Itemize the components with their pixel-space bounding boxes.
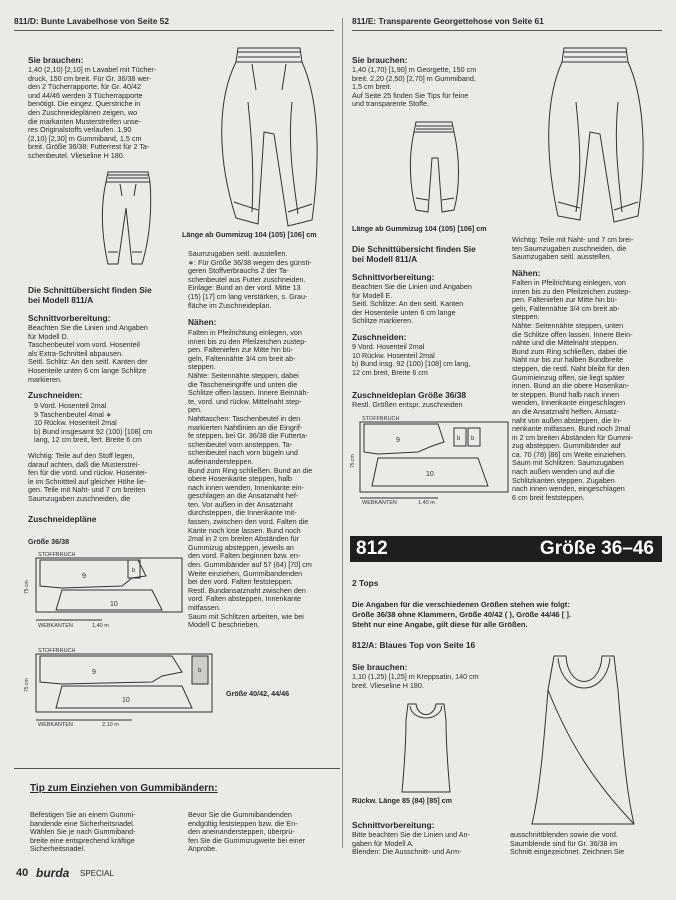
piece-b: b bbox=[457, 436, 461, 442]
cutting-plan-40-46-811d bbox=[22, 642, 222, 728]
text-line: 9 Taschenbeutel 4mal ∗ bbox=[34, 409, 112, 419]
piece-10: 10 bbox=[110, 601, 118, 608]
text-line: vord. Falten absteppen, Innenkante bbox=[188, 594, 302, 604]
text-line: ca. 70 (78) [86] cm Weite einziehen. bbox=[512, 449, 627, 459]
text-line: der Hosenteile unten 6 cm lange bbox=[352, 307, 456, 317]
text-line: und transparente Stoffe. bbox=[352, 99, 429, 109]
prep-text-811e bbox=[352, 283, 502, 326]
text-line: Saum mit Schlitzen arbeiten, wie bei bbox=[188, 611, 304, 621]
overview-line2-811e: bei Modell 811/A bbox=[352, 254, 418, 264]
materials-title-811d: Sie brauchen: bbox=[28, 55, 84, 65]
text-line: Hosenteile unten 6 cm lange Schlitze bbox=[28, 365, 147, 375]
text-line: die markanten Musterstreifen unse- bbox=[28, 116, 142, 126]
text-line: Auf Seite 25 finden Sie Tips für feine bbox=[352, 90, 469, 100]
text-line: nach innen wenden, eingeschlagen bbox=[512, 484, 625, 494]
important-text-811e bbox=[512, 236, 662, 262]
prep-title-811e: Schnittvorbereitung: bbox=[352, 272, 435, 282]
width-label: 75 cm bbox=[24, 678, 30, 692]
important-text-811d bbox=[28, 452, 180, 504]
text-line: innen bis zu den Pfeilzeichen zustep- bbox=[188, 336, 307, 346]
text-line: 1,5 cm breit. bbox=[352, 82, 392, 92]
text-line: Nahttaschen: Taschenbeutel in den bbox=[188, 413, 301, 423]
text-line: geren Stoffverbrauchs 2 der Ta- bbox=[188, 266, 289, 276]
text-line: 6 cm breit feststeppen. bbox=[512, 492, 585, 502]
text-line: aufeinandersteppen. bbox=[188, 456, 254, 466]
piece-10: 10 bbox=[426, 471, 434, 478]
cut-text-811e bbox=[352, 343, 502, 377]
brand-suffix: SPECIAL bbox=[80, 869, 114, 878]
prep-title-811d: Schnittvorbereitung: bbox=[28, 313, 111, 323]
text-line: nach innen wenden, Innenkante ein- bbox=[188, 482, 304, 492]
text-line: markierten Nahtlinien an die Eingrif- bbox=[188, 422, 303, 432]
text-line: Gummizug absteppen, jeweils an bbox=[188, 542, 294, 552]
text-line: pen. Falteniefen zur Mitte hin bü- bbox=[188, 345, 294, 355]
text-line: (2,10) [2,30] m Gummiband, 1,5 cm bbox=[28, 133, 142, 143]
sizes-note-812 bbox=[352, 600, 664, 629]
text-line: steppen. bbox=[188, 362, 216, 372]
piece-9: 9 bbox=[396, 437, 400, 444]
size-label-36-38: Größe 36/38 bbox=[28, 537, 70, 546]
prep-text-811d bbox=[28, 324, 178, 384]
piece-9: 9 bbox=[82, 573, 86, 580]
text-line: markieren. bbox=[28, 374, 62, 384]
text-line: Naht nur bis zur halben Bundbreite bbox=[512, 355, 624, 365]
figure-caption-811d: Länge ab Gummizug 104 (105) [106] cm bbox=[182, 230, 317, 239]
text-line: Schnitt eingezeichnet. Zeichnen Sie bbox=[510, 847, 625, 857]
webkanten-label: WEBKANTEN bbox=[362, 500, 397, 504]
text-line: Falten in Pfeilrichtung einlegen, von bbox=[188, 328, 302, 337]
text-line: schenbeutel. Vlieseline H 180. bbox=[28, 150, 125, 160]
text-line: 10 Rückw. Hosenteil 2mal bbox=[34, 418, 117, 428]
sew-title-811d: Nähen: bbox=[188, 317, 217, 327]
text-line: Saumzugaben seitl. ausstellen. bbox=[188, 249, 288, 258]
text-line: in 2 cm breiten Abständen für Gummi- bbox=[512, 432, 634, 442]
size-label-40-46: Größe 40/42, 44/46 bbox=[226, 689, 290, 698]
text-line: ten Saumzugaben zuschneiden, die bbox=[512, 243, 627, 253]
piece-9: 9 bbox=[92, 669, 96, 676]
text-line: fe steppen, bei Gr. 36/38 die Futterta- bbox=[188, 431, 308, 441]
stoffbruch-label: STOFFBRUCH bbox=[38, 552, 76, 558]
text-line: Bund zum Ring schließen, dabei die bbox=[512, 346, 628, 356]
text-line: Weite einziehen, Gummibandenden bbox=[188, 568, 303, 578]
brand-logo: burda bbox=[36, 866, 70, 880]
figure-caption-811e: Länge ab Gummizug 104 (105) [106] cm bbox=[352, 224, 487, 233]
text-line: te steppen. Bund halb nach innen bbox=[512, 389, 620, 399]
text-line: Bitte beachten Sie die Linien und An- bbox=[352, 830, 470, 839]
piece-b: b bbox=[471, 436, 475, 442]
text-line: te, vord. und rückw. Mittelnaht step- bbox=[188, 396, 302, 406]
header-rule bbox=[352, 30, 662, 31]
figure-caption-812a: Rückw. Länge 85 (84) [85] cm bbox=[352, 796, 452, 805]
text-line: Schlitze markieren. bbox=[352, 316, 414, 326]
text-line: druck, 150 cm breit. Für Gr. 36/38 wer- bbox=[28, 73, 152, 83]
cutting-plan-36-38-811d bbox=[22, 546, 192, 630]
tip-col2 bbox=[188, 811, 338, 854]
text-line: geln, Faltennähte 3/4 cm breit ab- bbox=[512, 303, 620, 313]
width-label: 75 cm bbox=[350, 454, 356, 468]
overview-line1-811d: Die Schnittübersicht finden Sie bbox=[28, 285, 152, 295]
piece-b: b bbox=[132, 568, 136, 574]
text-line: den. Gummibänder auf 57 (64) [70] cm bbox=[188, 560, 312, 570]
text-line: Nähte: Seitennähte steppen, dabei bbox=[188, 370, 299, 380]
materials-text-812a bbox=[352, 673, 517, 690]
text-line: Beachten Sie die Linien und Angaben bbox=[352, 282, 472, 291]
header-812a: 812/A: Blaues Top von Seite 16 bbox=[352, 640, 476, 650]
pants-figure-large-811e bbox=[536, 42, 654, 227]
text-line: le im Schnittteil auf gleicher Höhe lie- bbox=[28, 476, 147, 486]
text-line: steppen, die restl. Naht bleibt für den bbox=[512, 363, 630, 373]
text-line: steppen. bbox=[512, 312, 540, 322]
materials-title-811e: Sie brauchen: bbox=[352, 55, 408, 65]
text-line: gaben für Modell A. bbox=[352, 838, 414, 848]
sew-text-811d bbox=[188, 329, 338, 630]
text-line: Wählen Sie je nach Gummiband- bbox=[30, 827, 136, 837]
text-line: nenkante mitfassen. Bund noch 2mal bbox=[512, 424, 631, 434]
text-line: Restl. Bundansatznaht zwischen den bbox=[188, 585, 306, 595]
text-line: ten. Vor außen in der Ansatznaht bbox=[188, 499, 293, 509]
text-line: gen. Teile mit Naht- und 7 cm breiten bbox=[28, 485, 146, 495]
text-line: Saum mit Schlitzen: Saumzugaben bbox=[512, 458, 624, 468]
text-line: und 44/46 werden 3 Tücherrapporte bbox=[28, 90, 143, 100]
overview-line2-811d: bei Modell 811/A bbox=[28, 295, 94, 305]
text-line: Befestigen Sie an einem Gummi- bbox=[30, 810, 136, 819]
column-divider bbox=[342, 18, 343, 848]
text-line: Sicherheitsnadel. bbox=[30, 844, 86, 854]
text-line: Wichtig: Teile auf den Stoff legen, bbox=[28, 451, 135, 460]
plan-title-811e: Zuschneideplan Größe 36/38 bbox=[352, 390, 467, 400]
sew-title-811e: Nähen: bbox=[512, 268, 541, 278]
length-label: 2,10 m bbox=[102, 722, 119, 728]
text-line: den vord. Falten beginnen bzw. en- bbox=[188, 551, 301, 561]
text-line: naht von außen absteppen, die In- bbox=[512, 415, 622, 425]
text-line: lang, 12 cm breit, fert. Breite 6 cm bbox=[34, 435, 142, 445]
header-rule bbox=[14, 30, 334, 31]
webkanten-label: WEBKANTEN bbox=[38, 722, 73, 728]
text-line: bandende eine Sicherheitsnadel. bbox=[30, 818, 135, 828]
text-line: schenbeutel nach vorn bügeln und bbox=[188, 448, 298, 458]
text-line: fassen, zwischen den vord. Falten die bbox=[188, 517, 309, 527]
sew-text-811e bbox=[512, 279, 664, 502]
plan-subtitle-811e: Restl. Größen entspr. zuschneiden bbox=[352, 400, 463, 409]
text-line: innen. Bund an die obere Hosenkan- bbox=[512, 381, 630, 391]
text-line: Bund zum Ring schließen. Bund an die bbox=[188, 465, 313, 475]
text-line: fen für die vord. und rückw. Hosentei- bbox=[28, 468, 148, 478]
text-line: darauf achten, daß die Musterstrei- bbox=[28, 459, 140, 469]
text-line: pen. bbox=[188, 405, 202, 415]
text-line: 1,40 (2,10) [2,10] m Lavabel mit Tücher- bbox=[28, 65, 157, 74]
text-line: Anprobe. bbox=[188, 844, 218, 854]
text-line: 2mal in 2 cm breiten Abständen für bbox=[188, 534, 300, 544]
text-line: endgültig feststeppen bzw. die En- bbox=[188, 818, 298, 828]
text-line: 9 Vord. Hosenteil 2mal bbox=[34, 401, 107, 410]
text-line: 12 cm breit, Breite 6 cm bbox=[352, 367, 428, 377]
text-line: Kante noch lose lassen. Bund noch bbox=[188, 525, 301, 535]
text-line: Nähte: Seitennähte steppen, unten bbox=[512, 320, 624, 330]
materials-title-812a: Sie brauchen: bbox=[352, 662, 408, 672]
text-line: Saumzugaben zuschneiden, die bbox=[28, 493, 131, 503]
text-line: res Originalstoffs verlaufen. 1,90 bbox=[28, 125, 132, 135]
text-line: fläche im Zuschneideplan. bbox=[188, 300, 272, 310]
text-line: als Extra-Schnitteil abpausen. bbox=[28, 348, 124, 358]
materials-text-811d bbox=[28, 66, 188, 161]
pants-figure-small-811d bbox=[80, 168, 175, 278]
text-line: geln, Faltennähte 3/4 cm breit ab- bbox=[188, 353, 296, 363]
pants-figure-large-811d bbox=[208, 42, 328, 237]
text-line: Bevor Sie die Gummibandenden bbox=[188, 810, 292, 819]
header-811d: 811/D: Bunte Lavabelhose von Seite 52 bbox=[14, 16, 169, 26]
text-line: Gummieinzug offen, sie liegt später bbox=[512, 372, 625, 382]
prep-title-812a: Schnittvorbereitung: bbox=[352, 820, 435, 830]
piece-b: b bbox=[198, 668, 202, 674]
text-line: den aneinandersteppen, überprü- bbox=[188, 827, 295, 837]
length-label: 1,40 m bbox=[92, 623, 109, 629]
stoffbruch-label: STOFFBRUCH bbox=[38, 648, 76, 654]
text-line: ∗: Für Größe 36/38 wegen des günsti- bbox=[188, 257, 312, 267]
text-line: Modell C beschrieben. bbox=[188, 620, 260, 630]
text-line: mitfassen. bbox=[188, 603, 221, 612]
cutting-plan-811e bbox=[348, 412, 512, 504]
text-line: 1,10 (1,25) [1,25] m Kreppsatin, 140 cm bbox=[352, 672, 479, 681]
text-line: 1,40 (1,70) [1,90] m Georgette, 150 cm bbox=[352, 65, 477, 74]
text-line: Taschenbeutel vom vord. Hosenteil bbox=[28, 340, 140, 350]
text-line: pen. Falteniefen zur Mitte hin bü- bbox=[512, 295, 618, 305]
text-line: den 2 Tücherrapporte, für Gr. 40/42 bbox=[28, 82, 141, 92]
plans-title-811d: Zuschneidepläne bbox=[28, 514, 97, 524]
text-line: Beachten Sie die Linien und Angaben bbox=[28, 323, 148, 332]
text-line: Die Angaben für die verschiedenen Größen stehen wie folgt: bbox=[352, 600, 570, 609]
piece-10: 10 bbox=[122, 697, 130, 704]
text-line: Steht nur eine Angabe, gilt diese für alle Größen. bbox=[352, 619, 528, 629]
text-line: bei den vord. Falten feststeppen. bbox=[188, 577, 293, 587]
text-line: wenden, Innenkante eingeschlagen bbox=[512, 398, 626, 408]
text-line: Schlitze offen lassen. Innere Beinnäh- bbox=[188, 388, 309, 398]
text-line: an die Ansatznaht heften. Ansatz- bbox=[512, 406, 620, 416]
text-line: Falten in Pfeilrichtung einlegen, von bbox=[512, 278, 626, 287]
text-line: Seitl. Schlitz: An den seitl. Kanten der bbox=[28, 357, 148, 367]
text-line: zug absteppen. Gummibänder auf bbox=[512, 441, 621, 451]
length-label: 1,40 m bbox=[418, 500, 435, 504]
text-line: schenbeutel vorn ansteppen. Ta- bbox=[188, 439, 293, 449]
text-line: Wichtig: Teile mit Naht- und 7 cm brei- bbox=[512, 235, 634, 244]
text-line: ausschnittblenden sowie die vord. bbox=[510, 830, 618, 839]
top-figure-large-812a bbox=[508, 650, 658, 830]
section-812-band bbox=[350, 536, 662, 562]
text-line: Schlitzkanten steppen. Zugaben bbox=[512, 475, 615, 485]
text-line: für Modell D. bbox=[28, 331, 69, 341]
text-line: Seitl. Schlitze: An den seitl. Kanten bbox=[352, 299, 464, 309]
page-number: 40 bbox=[16, 867, 29, 879]
text-line: Saumzugaben seitl. ausstellen. bbox=[512, 252, 612, 262]
text-line: schenbeutel aus Futter zuschneiden. bbox=[188, 274, 306, 284]
text-line: breit. Größe 36/38: Futterrest für 2 Ta- bbox=[28, 142, 150, 152]
width-label: 75 cm bbox=[24, 580, 30, 594]
top-figure-small-812a bbox=[396, 700, 456, 796]
prep-text-812a bbox=[352, 831, 502, 857]
section-number: 812 bbox=[356, 538, 388, 559]
text-line: 9 Vord. Hosenteil 2mal bbox=[352, 342, 425, 351]
text-line: (15) [17] cm lang verstärken, s. Grau- bbox=[188, 291, 308, 301]
text-line: obere Hosenkante steppen, halb bbox=[188, 474, 292, 484]
text-line: Größe 36/38 ohne Klammern, Größe 40/42 ( ), Größe 44/46 [ ]. bbox=[352, 609, 572, 619]
continuation-text bbox=[188, 250, 338, 310]
cut-text-811d bbox=[34, 402, 184, 445]
materials-text-811e bbox=[352, 66, 512, 109]
section-size-range: Größe 36–46 bbox=[539, 538, 654, 559]
stoffbruch-label: STOFFBRUCH bbox=[362, 416, 400, 422]
text-line: breite eine entsprechend kräftige bbox=[30, 835, 135, 845]
text-line: 10 Rückw. Hosenteil 2mal bbox=[352, 350, 435, 360]
text-line: breit. 2,20 (2,50) [2,70] m Gummiband, bbox=[352, 73, 476, 83]
text-line: b) Bund insg. 92 (100) [108] cm lang, bbox=[352, 359, 471, 369]
text-line: nähte und die Mittelnaht steppen. bbox=[512, 338, 619, 348]
text-line: Saumblende sind für Gr. 36/38 im bbox=[510, 838, 618, 848]
tip-rule bbox=[14, 768, 340, 769]
text-line: b) Bund insgesamt 92 (100) [108] cm bbox=[34, 426, 153, 436]
prep-text-right-812a bbox=[510, 831, 662, 857]
text-line: Einlage: Bund an der vord. Mitte 13 bbox=[188, 283, 301, 293]
text-line: durchsteppen, die Innenkante mit- bbox=[188, 508, 297, 518]
webkanten-label: WEBKANTEN bbox=[38, 623, 73, 629]
tip-col1 bbox=[30, 811, 180, 854]
text-line: die Schlitze offen lassen. Innere Bein- bbox=[512, 329, 633, 339]
text-line: geschlagen an die Ansatznaht hef- bbox=[188, 491, 299, 501]
cut-title-811e: Zuschneiden: bbox=[352, 332, 407, 342]
pants-figure-small-811e bbox=[398, 118, 470, 218]
text-line: breit. Vlieseline H 180. bbox=[352, 680, 424, 690]
header-811e: 811/E: Transparente Georgettehose von Seite 61 bbox=[352, 16, 544, 26]
text-line: für Modell E. bbox=[352, 290, 393, 300]
text-line: Blenden: Die Ausschnitt- und Arm- bbox=[352, 847, 462, 857]
overview-line1-811e: Die Schnittübersicht finden Sie bbox=[352, 244, 476, 254]
text-line: benötigt. Die eingez. Querstriche in bbox=[28, 99, 141, 109]
cut-title-811d: Zuschneiden: bbox=[28, 390, 83, 400]
section-812-subtitle: 2 Tops bbox=[352, 578, 379, 588]
text-line: nach außen wenden und auf die bbox=[512, 467, 615, 477]
text-line: innen bis zu den Pfeilzeichen zustep- bbox=[512, 286, 631, 296]
text-line: den Zuschneideplänen zeigen, wo bbox=[28, 107, 138, 117]
text-line: die Tascheneingriffe und unten die bbox=[188, 379, 298, 389]
text-line: fen Sie die Gummizugweite bei einer bbox=[188, 835, 306, 845]
tip-title: Tip zum Einziehen von Gummibändern: bbox=[30, 783, 218, 794]
